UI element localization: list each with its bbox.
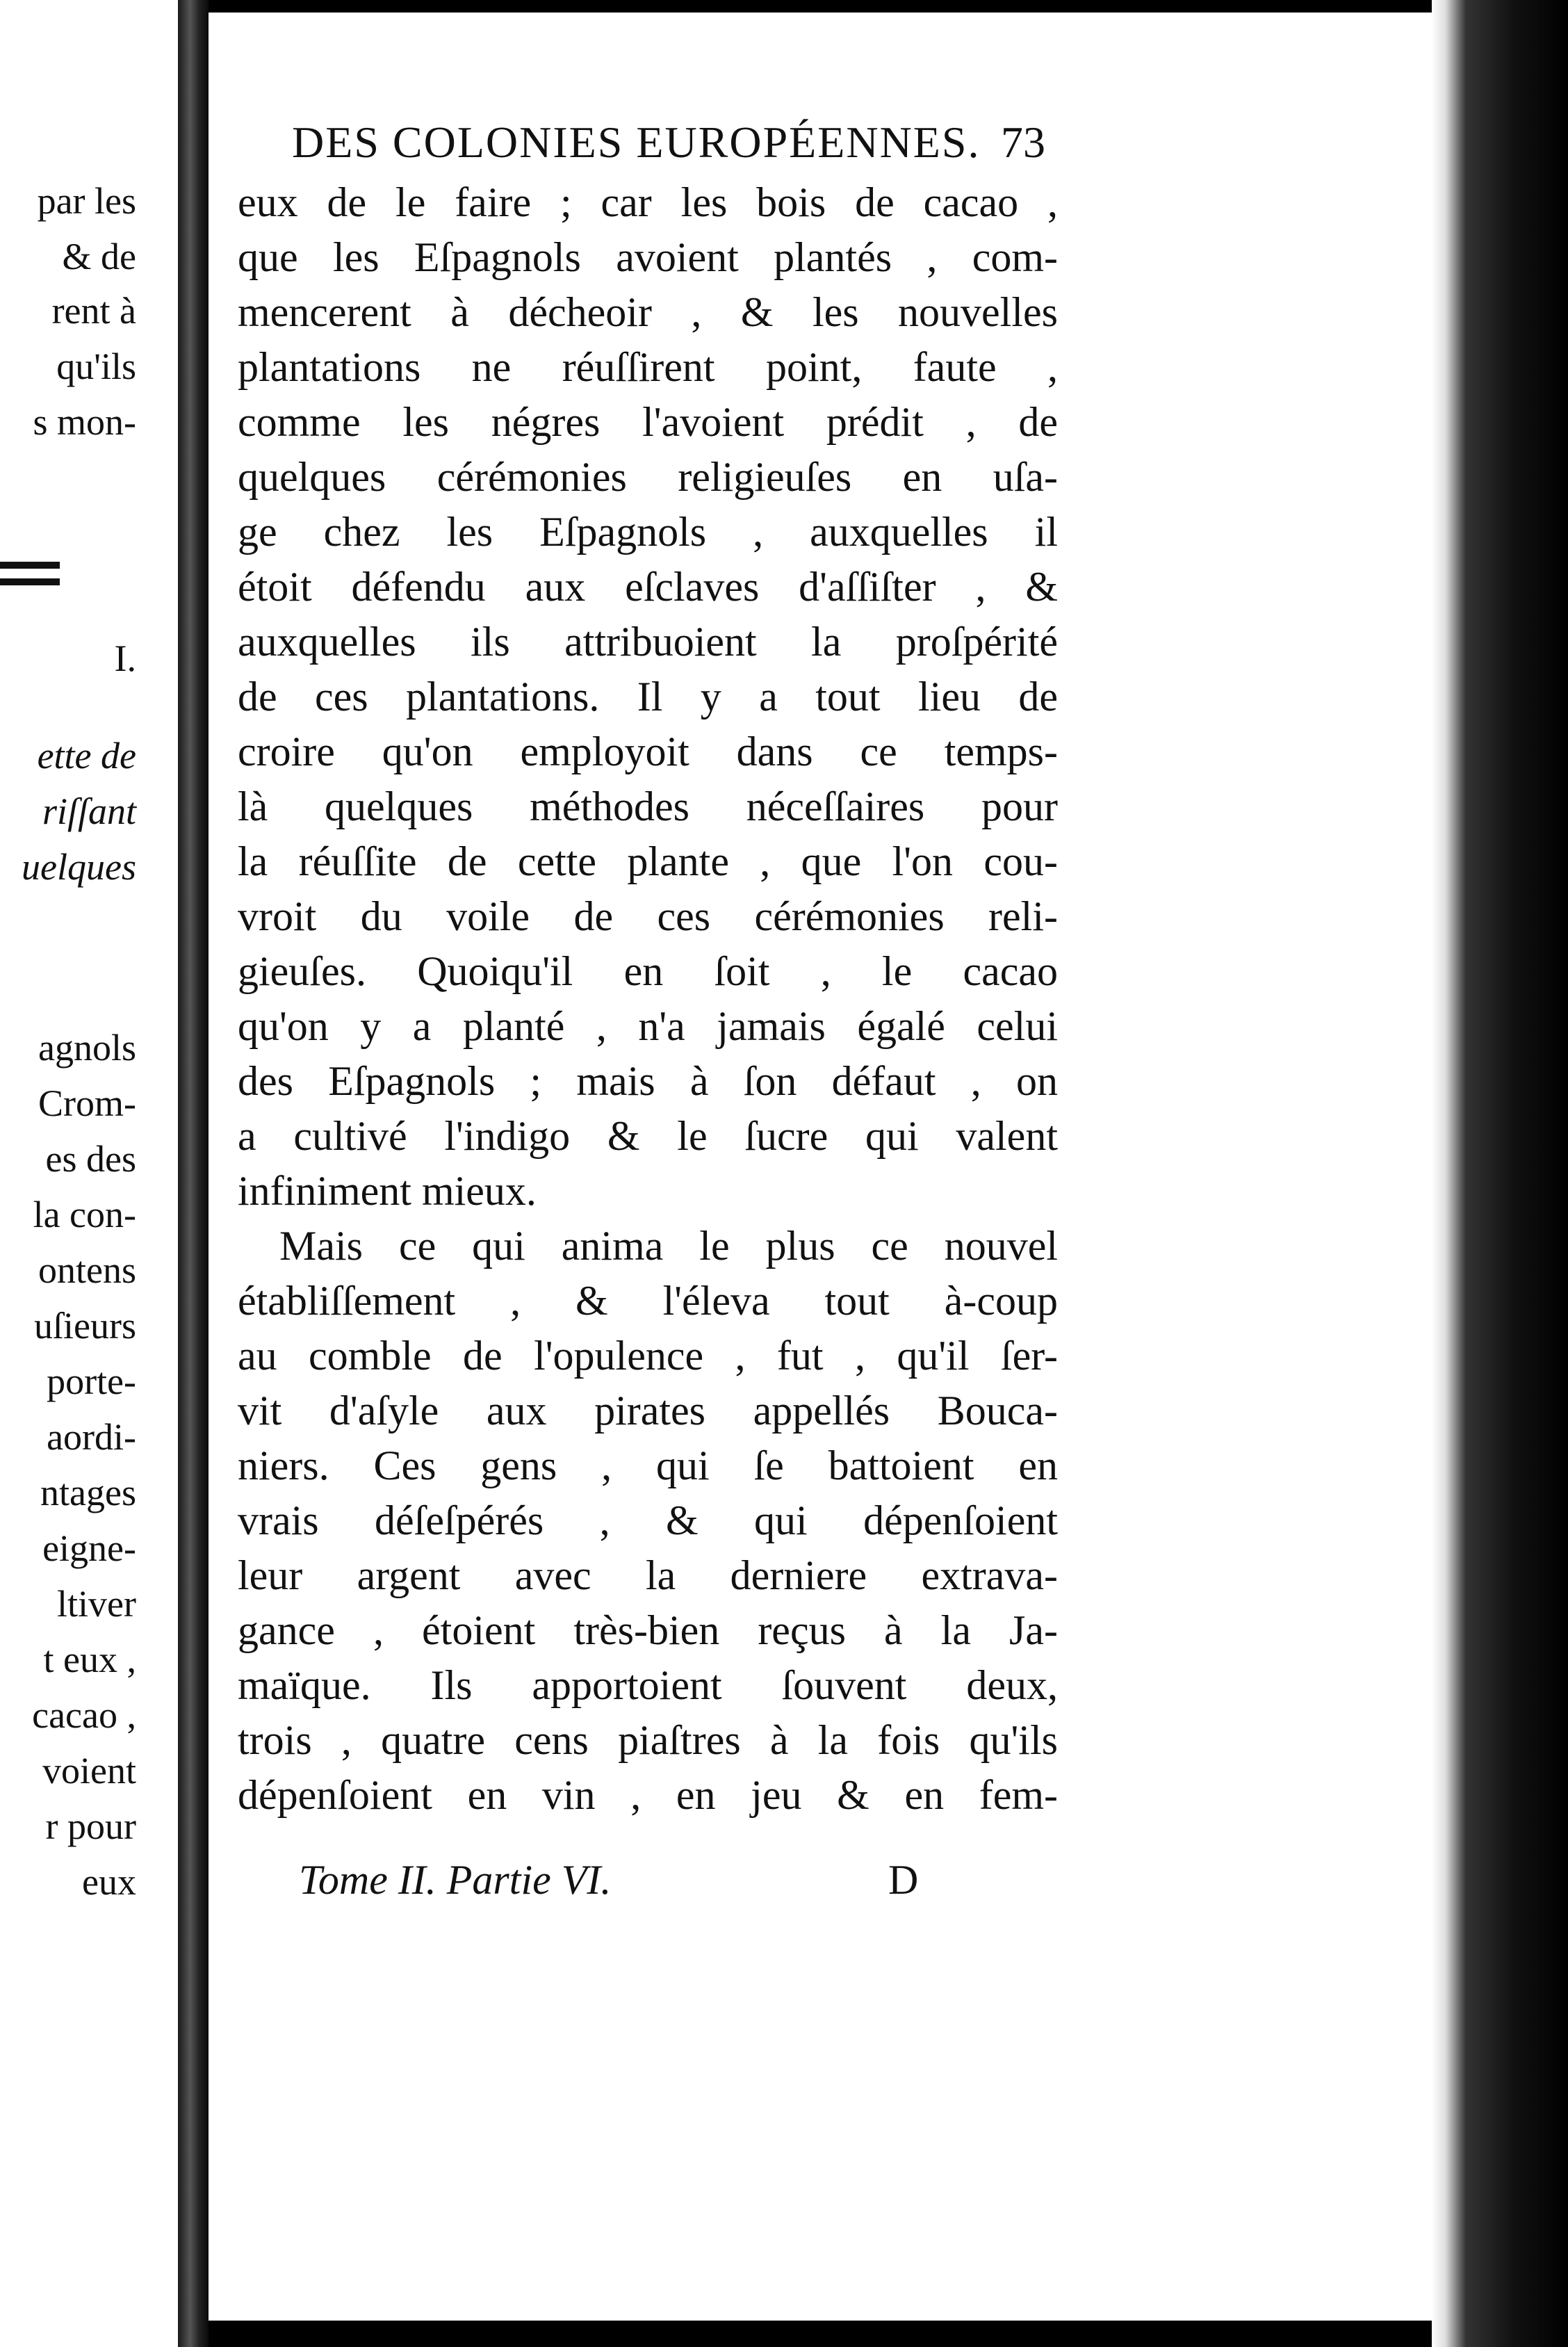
text-line: ge chez les Eſpagnols , auxquelles il	[238, 509, 1058, 555]
facing-line: porte-	[47, 1361, 136, 1402]
text-line: établiſſement , & l'éleva tout à-coup	[238, 1278, 1058, 1324]
text-line: que les Eſpagnols avoient plantés , com-	[238, 234, 1058, 280]
text-line: qu'on y a planté , n'a jamais égalé celui	[238, 1003, 1058, 1049]
text-line: niers. Ces gens , qui ſe battoient en	[238, 1443, 1058, 1488]
facing-line: cacao ,	[32, 1694, 136, 1736]
facing-line: aordi-	[47, 1416, 136, 1458]
text-line: quelques cérémonies religieuſes en uſa-	[238, 454, 1058, 500]
text-line: leur argent avec la derniere extrava-	[238, 1552, 1058, 1598]
facing-line: ette de	[37, 735, 136, 777]
text-line: comme les négres l'avoient prédit , de	[238, 399, 1058, 445]
facing-line: qu'ils	[56, 346, 136, 387]
text-line: eux de le faire ; car les bois de cacao ,	[238, 179, 1058, 225]
text-line: vit d'aſyle aux pirates appellés Bouca-	[238, 1388, 1058, 1434]
facing-line: t eux ,	[43, 1639, 136, 1680]
facing-line: rent à	[51, 290, 136, 332]
text-line: a cultivé l'indigo & le ſucre qui valent	[238, 1113, 1058, 1159]
text-line: infiniment mieux.	[238, 1168, 537, 1214]
signature-mark: D	[888, 1857, 919, 1903]
page-number: 73	[1001, 117, 1045, 167]
text-line: vrais déſeſpérés , & qui dépenſoient	[238, 1497, 1058, 1543]
text-line: gieuſes. Quoiqu'il en ſoit , le cacao	[238, 948, 1058, 994]
text-line: maïque. Ils apportoient ſouvent deux,	[238, 1662, 1058, 1708]
facing-line: eux	[82, 1861, 136, 1903]
page-edge-shadow	[1432, 0, 1568, 2347]
text-line: croire qu'on employoit dans ce temps-	[238, 729, 1058, 774]
text-line: Mais ce qui anima le plus ce nouvel	[279, 1223, 1058, 1269]
text-line: dépenſoient en vin , en jeu & en fem-	[238, 1772, 1058, 1818]
text-line: plantations ne réuſſirent point, faute ,	[238, 344, 1058, 390]
facing-line: voient	[42, 1750, 136, 1792]
facing-line: uelques	[22, 846, 136, 888]
body-text	[238, 175, 1058, 1823]
running-head: DES COLONIES EUROPÉENNES.	[292, 117, 981, 167]
facing-line: uſieurs	[34, 1305, 136, 1347]
text-line: vroit du voile de ces cérémonies reli-	[238, 893, 1058, 939]
facing-line: r pour	[45, 1805, 136, 1847]
section-rule	[0, 578, 60, 585]
text-line: gance , étoient très-bien reçus à la Ja-	[238, 1607, 1058, 1653]
facing-line: ltiver	[57, 1583, 136, 1625]
text-line: là quelques méthodes néceſſaires pour	[238, 783, 1058, 829]
facing-line: Crom-	[38, 1082, 136, 1124]
text-line: au comble de l'opulence , fut , qu'il ſer-	[238, 1333, 1058, 1379]
facing-line: eigne-	[42, 1527, 136, 1569]
text-line: de ces plantations. Il y a tout lieu de	[238, 674, 1058, 720]
facing-line: es des	[45, 1138, 136, 1180]
facing-line: ntages	[40, 1472, 136, 1513]
facing-line: la con-	[33, 1194, 136, 1235]
facing-line: agnols	[38, 1027, 136, 1069]
text-line: trois , quatre cens piaſtres à la fois qu'ils	[238, 1717, 1058, 1763]
facing-line: & de	[62, 236, 136, 277]
facing-line: s mon-	[33, 401, 136, 443]
facing-line: riſſant	[42, 790, 136, 832]
book-gutter	[178, 0, 209, 2347]
text-line: étoit défendu aux eſclaves d'aſſiſter , &	[238, 564, 1058, 610]
facing-line: ontens	[38, 1249, 136, 1291]
section-rule	[0, 562, 60, 569]
facing-line: par les	[37, 180, 136, 222]
facing-line: I.	[114, 637, 136, 679]
text-line: la réuſſite de cette plante , que l'on cou-	[238, 838, 1058, 884]
text-line: des Eſpagnols ; mais à ſon défaut , on	[238, 1058, 1058, 1104]
facing-page-fragment	[0, 0, 178, 2347]
text-line: mencerent à décheoir , & les nouvelles	[238, 289, 1058, 335]
text-line: auxquelles ils attribuoient la proſpérité	[238, 619, 1058, 665]
volume-footer: Tome II. Partie VI.	[299, 1857, 612, 1903]
